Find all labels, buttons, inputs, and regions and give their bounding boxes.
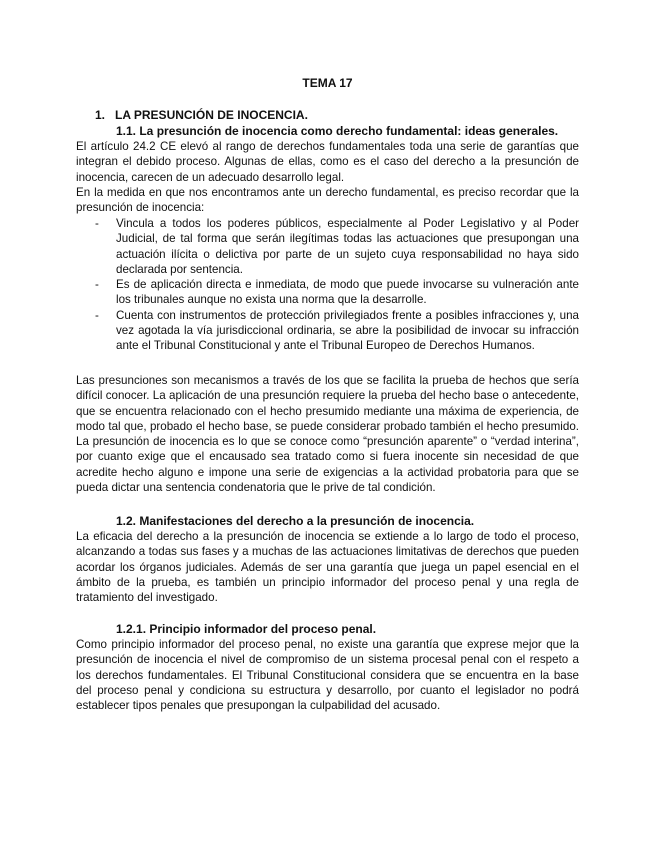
- paragraph-1-2: La eficacia del derecho a la presunción de inocencia se extiende a lo largo de todo el proceso, alcanzando a todas sus fases y a muchas de las actuaciones limitativas de derechos que pueden acordar los órganos judiciales. Además de ser una garantía que juega un papel esencial en el ámbito de la prueba, es también un principio informador del proceso penal y una regla de tratamiento del investigado.: [76, 530, 579, 605]
- section-1-2-1-heading: 1.2.1. Principio informador del proceso penal.: [116, 622, 377, 636]
- section-1-number: 1.: [95, 108, 106, 122]
- bullet-list: [95, 216, 579, 354]
- section-1-2-heading: 1.2. Manifestaciones del derecho a la presunción de inocencia.: [116, 514, 475, 528]
- paragraph-1-1-c: Las presunciones son mecanismos a través de los que se facilita la prueba de hechos que sería difícil conocer. La aplicación de una presunción requiere la prueba del hecho base o antecedente, que se encuentra relacionado con el hecho presumido mediante una máxima de experiencia, de modo tal que, probado el hecho base, se puede considerar probado también el hecho presumido. La presunción de inocencia es lo que se conoce como “presunción aparente” o “verdad interina”, por cuanto exige que el encausado sea tratado como si fuera inocente sin necesidad de que acredite hecho alguno e impone una serie de exigencias a la actividad probatoria para que se pueda dictar una sentencia condenatoria que le prive de tal condición.: [76, 374, 579, 495]
- list-item: [95, 216, 579, 277]
- list-item: [95, 277, 579, 308]
- document-title: TEMA 17: [302, 76, 353, 90]
- paragraph-1-1-a: El artículo 24.2 CE elevó al rango de derechos fundamentales toda una serie de garantías que integran el debido proceso. Algunas de ellas, como es el caso del derecho a la presunción de inocencia, carecen de un adecuado desarrollo legal.: [76, 140, 579, 184]
- list-item: [95, 308, 579, 354]
- bullet-text: Vincula a todos los poderes públicos, especialmente al Poder Legislativo y al Poder Judicial, de tal forma que serán ilegítimas todas las actuaciones que presupongan una actuación ilícita o delictiva por parte de un sujeto cuya responsabilidad no haya sido declarada por sentencia.: [116, 217, 579, 276]
- section-1-heading: [95, 108, 308, 123]
- bullet-marker: -: [95, 308, 99, 322]
- paragraph-1-2-1: Como principio informador del proceso penal, no existe una garantía que exprese mejor que la presunción de inocencia el nivel de compromiso de un sistema procesal penal con el respeto a los derechos fundamentales. El Tribunal Constitucional considera que se encuentra en la base del proceso penal y condiciona su estructura y desarrollo, por cuanto el legislador no podrá establecer tipos penales que presupongan la culpabilidad del acusado.: [76, 638, 579, 713]
- bullet-marker: -: [95, 278, 99, 292]
- bullet-marker: -: [95, 217, 99, 230]
- bullet-text: Es de aplicación directa e inmediata, de modo que puede invocarse su vulneración ante los tribunales aunque no exista una norma que la desarrolle.: [116, 278, 579, 307]
- section-1-title: LA PRESUNCIÓN DE INOCENCIA.: [115, 108, 308, 122]
- bullet-text: Cuenta con instrumentos de protección privilegiados frente a posibles infracciones y, una vez agotada la vía jurisdiccional ordinaria, se abre la posibilidad de invocar su infracción ante el Tribunal Constitucional y ante el Tribunal Europeo de Derechos Humanos.: [116, 308, 579, 353]
- paragraph-1-1-b: En la medida en que nos encontramos ante un derecho fundamental, es preciso recordar que la presunción de inocencia:: [76, 186, 579, 215]
- section-1-1-heading: 1.1. La presunción de inocencia como derecho fundamental: ideas generales.: [116, 124, 559, 138]
